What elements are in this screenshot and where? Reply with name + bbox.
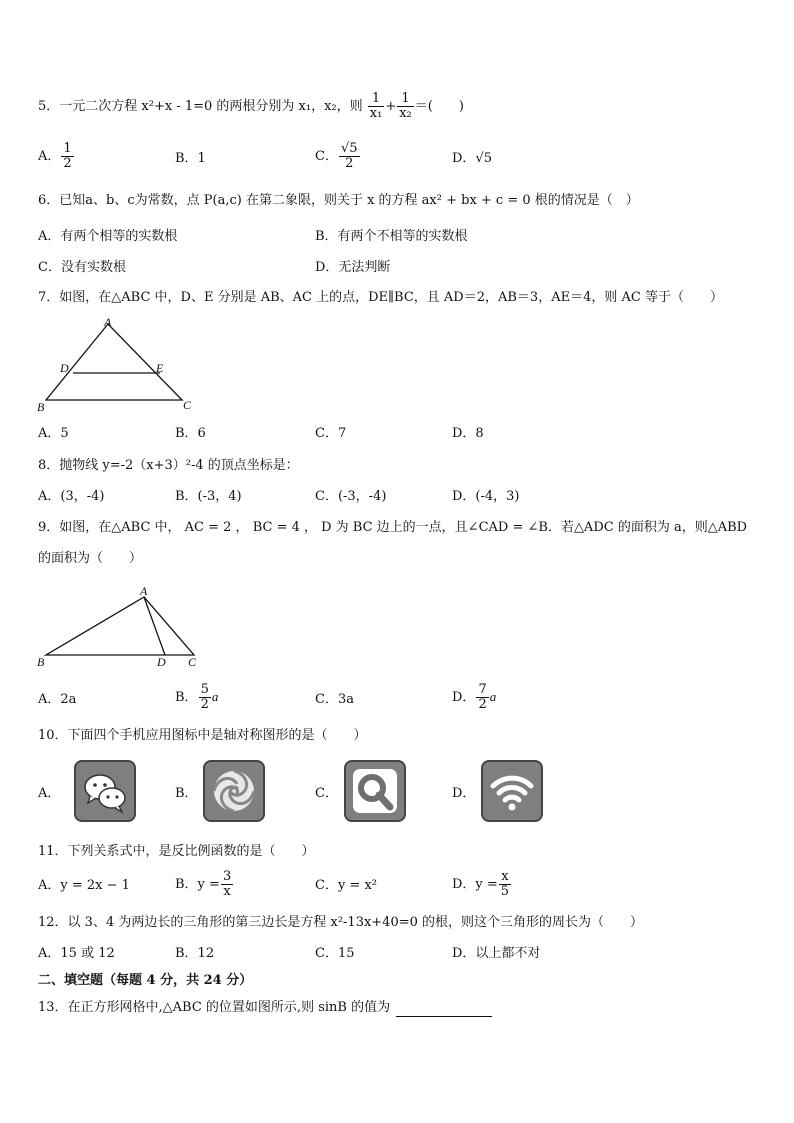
q5-option-a[interactable]: A． $\frac{1}{2}$ (38, 141, 72, 171)
q6-option-c[interactable]: C．没有实数根 (38, 260, 126, 275)
q10-option-a-label[interactable]: A． (38, 786, 61, 801)
q11-option-d[interactable]: D．y = $\frac{x}{5}$ (452, 869, 510, 899)
q12-option-a[interactable]: A．15 或 12 (38, 946, 115, 961)
q9-label-c: C (188, 655, 197, 669)
q9-segment-ad (144, 597, 165, 655)
q11-option-b[interactable]: B．y = $\frac{3}{x}$ (175, 869, 232, 899)
q9-label-b: B (37, 655, 45, 669)
q7-option-c[interactable]: C．7 (315, 426, 347, 441)
wifi-icon[interactable] (481, 760, 543, 822)
q7-label-d: D (60, 361, 69, 375)
q6-option-b[interactable]: B．有两个不相等的实数根 (315, 229, 468, 244)
q9-label-a: A (140, 584, 148, 598)
q6-option-d[interactable]: D．无法判断 (315, 260, 391, 275)
q12-option-d[interactable]: D．以上都不对 (452, 946, 541, 961)
q5-stem-suffix: ＝( ) (414, 99, 464, 114)
q11-option-c[interactable]: C．y = x² (315, 878, 377, 893)
q7-label-b: B (37, 400, 45, 414)
q9-option-b[interactable]: B． $\frac{5}{2}$ a (175, 682, 219, 712)
q9-label-d: D (157, 655, 166, 669)
q7-triangle-figure (34, 314, 204, 416)
sqrt5: √5 (475, 151, 492, 166)
q8-option-c[interactable]: C．(-3，-4) (315, 489, 387, 504)
q7-label-c: C (183, 398, 192, 412)
q7-label-e: E (156, 361, 164, 375)
q9-stem-line2: 的面积为（ ） (38, 551, 143, 566)
q7-option-d[interactable]: D．8 (452, 426, 484, 441)
q10-option-d-label[interactable]: D． (452, 786, 476, 801)
q9-option-d[interactable]: D． $\frac{7}{2}$ a (452, 682, 497, 712)
q9-triangle-abc (46, 597, 194, 655)
q13-stem-line (38, 999, 492, 1017)
q10-option-c-label[interactable]: C． (315, 786, 338, 801)
q8-option-a[interactable]: A．(3，-4) (38, 489, 105, 504)
q7-option-a[interactable]: A．5 (38, 426, 69, 441)
q12-option-c[interactable]: C．15 (315, 946, 355, 961)
q5-option-c[interactable]: C． $\frac{√5}{2}$ (315, 141, 358, 171)
search-icon[interactable] (344, 760, 406, 822)
q6-option-a[interactable]: A．有两个相等的实数根 (38, 229, 178, 244)
q5-frac-1: $\frac{1}{\text{x₁}}$ (369, 91, 383, 121)
q12-option-b[interactable]: B．12 (175, 946, 215, 961)
q7-option-b[interactable]: B．6 (175, 426, 206, 441)
q6-stem: 6．已知a、b、c为常数，点 P(a,c) 在第二象限，则关于 x 的方程 ax² + bx + c = 0 根的情况是（ ） (38, 193, 639, 208)
q13-stem: 13．在正方形网格中,△ABC 的位置如图所示,则 sinB 的值为 (38, 1000, 391, 1015)
q12-stem: 12．以 3、4 为两边长的三角形的第三边长是方程 x²-13x+40=0 的根，则这个三角形的周长为（ ） (38, 915, 644, 930)
q9-option-c[interactable]: C．3a (315, 692, 354, 707)
q8-option-b[interactable]: B．(-3，4) (175, 489, 242, 504)
q13-answer-blank[interactable] (396, 1002, 492, 1017)
q11-stem: 11．下列关系式中，是反比例函数的是（ ） (38, 844, 315, 859)
section-title-fill-in: 二、填空题（每题 4 分，共 24 分） (38, 973, 253, 988)
q8-option-d[interactable]: D．(-4，3) (452, 489, 520, 504)
q5-stem: 5．一元二次方程 x²+x - 1=0 的两根分别为 x₁，x₂，则 $\frac{1}{\text{x₁}}$ + $\frac{1}{\text{x₂}}$ ＝( ) (38, 91, 464, 121)
q9-triangle-figure (34, 582, 214, 670)
q5-option-b[interactable]: B．1 (175, 151, 206, 166)
swirl-app-icon[interactable] (203, 760, 265, 822)
q5-frac-2: $\frac{1}{\text{x₂}}$ (399, 91, 412, 121)
q11-option-a[interactable]: A．y = 2x − 1 (38, 878, 130, 893)
q7-stem: 7．如图，在△ABC 中，D、E 分别是 AB、AC 上的点，DE∥BC，且 AD＝2，AB＝3，AE＝4，则 AC 等于（ ） (38, 290, 723, 305)
q8-stem: 8．抛物线 y=-2（x+3）²-4 的顶点坐标是： (38, 458, 299, 473)
q5-option-d[interactable]: D．√5 (452, 151, 492, 166)
q10-stem: 10．下面四个手机应用图标中是轴对称图形的是（ ） (38, 728, 367, 743)
wechat-icon[interactable] (74, 760, 136, 822)
q9-option-a[interactable]: A．2a (38, 692, 77, 707)
q5-stem-prefix: 5．一元二次方程 x²+x - 1=0 的两根分别为 x₁，x₂，则 (38, 99, 363, 114)
q9-stem-line1: 9．如图，在△ABC 中， AC = 2 ， BC = 4 ， D 为 BC 边上的一点，且∠CAD = ∠B．若△ADC 的面积为 a，则△ABD (38, 520, 748, 535)
q7-label-a: A (104, 315, 112, 329)
q10-option-b-label[interactable]: B． (175, 786, 198, 801)
